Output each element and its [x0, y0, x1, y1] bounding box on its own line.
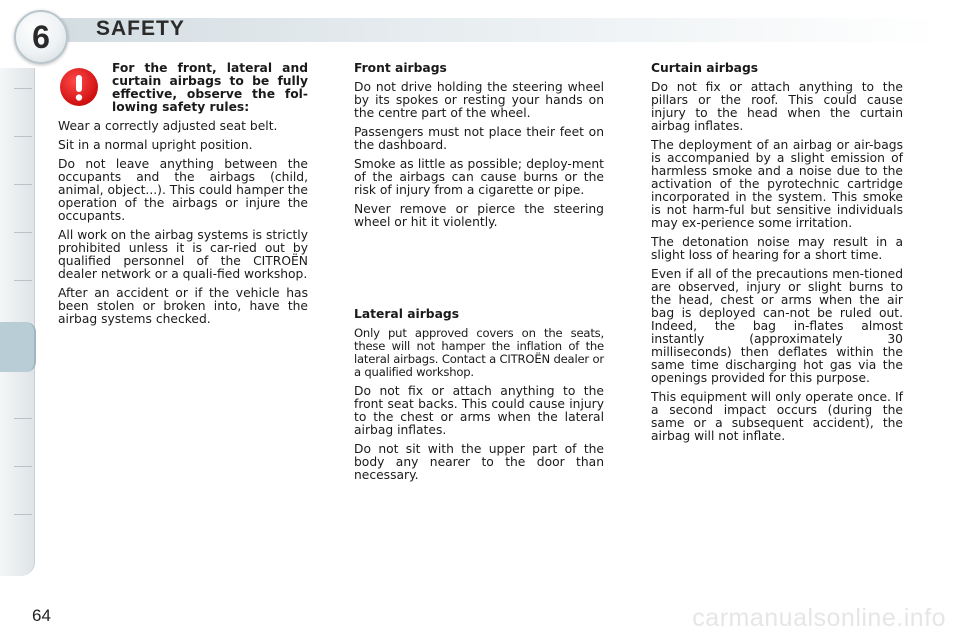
section-paragraph: Do not drive holding the steering wheel by its spokes or resting your hands on the centre part of the wheel.: [354, 80, 604, 120]
tab-divider: [14, 418, 32, 419]
front-airbags-section: [354, 62, 604, 235]
rule-paragraph: Do not leave anything between the occupants and the airbags (child, animal, object...). This could hamper the operation of the airbags or injure the occupants.: [58, 157, 308, 223]
rule-paragraph: Wear a correctly adjusted seat belt.: [58, 119, 278, 133]
tab-divider: [14, 466, 32, 467]
rule-paragraph: All work on the airbag systems is strictly prohibited unless it is car-ried out by qualified personnel of the CITROËN dealer network or a quali-fied workshop.: [58, 228, 308, 281]
rule-paragraph: After an accident or if the vehicle has been stolen or broken into, have the airbag systems checked.: [58, 286, 308, 326]
watermark: carmanualsonline.info: [692, 604, 946, 632]
section-heading: Front airbags: [354, 61, 447, 75]
chapter-number-badge: 6: [14, 10, 68, 64]
section-paragraph: Passengers must not place their feet on the dashboard.: [354, 125, 604, 152]
curtain-airbags-section: [651, 62, 903, 449]
section-paragraph: Do not fix or attach anything to the pillars or the roof. This could cause injury to the head when the curtain airbag inflates.: [651, 80, 903, 133]
safety-rules-column: [58, 120, 308, 332]
tab-divider: [14, 184, 32, 185]
header-bar: [60, 18, 940, 42]
section-paragraph: Never remove or pierce the steering wheel or hit it violently.: [354, 202, 604, 229]
warning-exclamation-icon: [60, 68, 98, 106]
lateral-airbags-section: [354, 308, 604, 488]
active-chapter-tab[interactable]: [0, 322, 36, 372]
section-paragraph: Even if all of the precautions men-tioned are observed, injury or slight burns to the head, chest or arms when the air bag is deployed can-not be ruled out. Indeed, the bag in-flates almost instantly (approximately 30 milliseconds) then deflates within the same time discharging hot gas via the openings provided for this purpose.: [651, 267, 903, 385]
section-paragraph: This equipment will only operate once. If a second impact occurs (during the same or a subsequent accident), the airbag will not inflate.: [651, 390, 903, 443]
tab-divider: [14, 280, 32, 281]
section-paragraph: Do not fix or attach anything to the front seat backs. This could cause injury to the chest or arms when the lateral airbag inflates.: [354, 384, 604, 437]
page-number: 64: [32, 606, 51, 625]
rule-paragraph: Sit in a normal upright position.: [58, 138, 253, 152]
tab-divider: [14, 88, 32, 89]
section-paragraph: Only put approved covers on the seats, these will not hamper the inflation of the lateral airbags. Contact a CITROËN dealer or a qualified workshop.: [354, 326, 604, 379]
tab-divider: [14, 136, 32, 137]
section-heading: Curtain airbags: [651, 61, 759, 75]
section-paragraph: Smoke as little as possible; deploy-ment of the airbags can cause burns or the risk of injury from a cigarette or pipe.: [354, 157, 604, 197]
section-paragraph: The detonation noise may result in a slight loss of hearing for a short time.: [651, 235, 903, 262]
section-heading: Lateral airbags: [354, 307, 460, 321]
section-paragraph: The deployment of an airbag or air-bags is accompanied by a slight emission of harmless smoke and a noise due to the activation of the pyrotechnic cartridge incorporated in the system. This smoke is not harm-ful but sensitive individuals may ex-perience some irritation.: [651, 138, 903, 230]
warning-lead-text: For the front, lateral and curtain airbags to be fully effective, observe the fol-lowing safety rules:: [112, 61, 308, 114]
page-title: SAFETY: [96, 17, 185, 40]
tab-divider: [14, 232, 32, 233]
section-paragraph: Do not sit with the upper part of the body any nearer to the door than necessary.: [354, 442, 604, 482]
tab-divider: [14, 514, 32, 515]
